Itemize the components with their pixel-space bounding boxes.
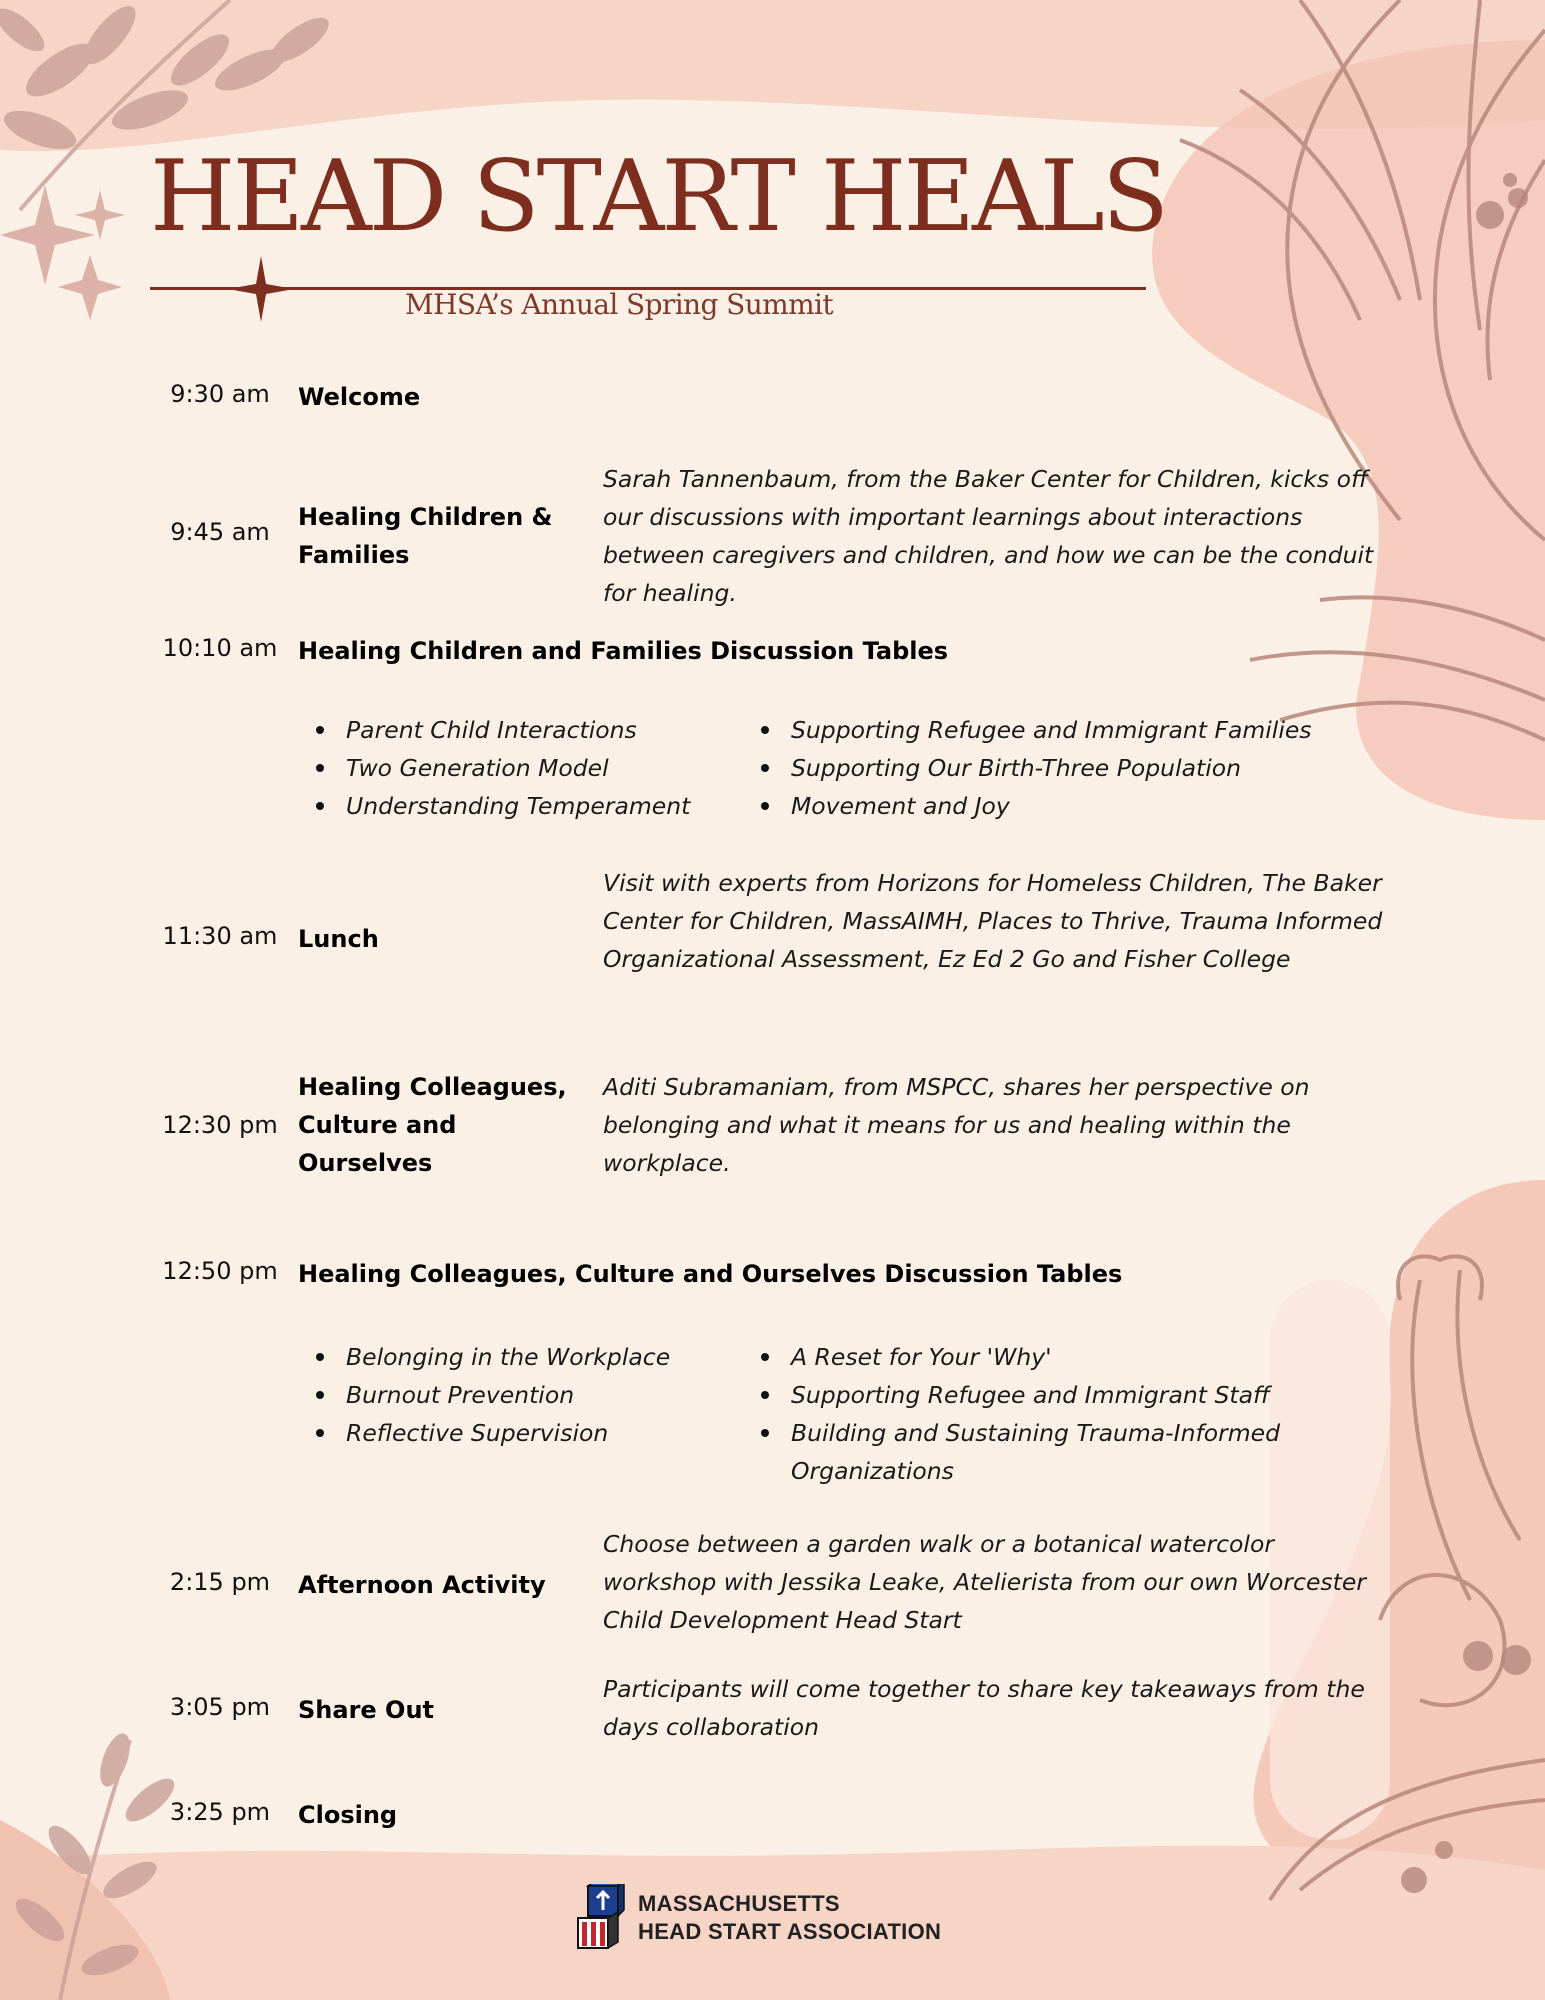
list-item: Movement and Joy bbox=[757, 787, 1317, 825]
list-item: Supporting Refugee and Immigrant Staff bbox=[757, 1376, 1317, 1414]
org-name-line2: HEAD START ASSOCIATION bbox=[638, 1919, 942, 1944]
session-time: 2:15 pm bbox=[169, 1568, 271, 1596]
topic-list-left bbox=[312, 711, 732, 825]
topic-list-left bbox=[312, 1338, 732, 1452]
session-time: 12:30 pm bbox=[162, 1111, 278, 1139]
topic-list-right bbox=[757, 711, 1317, 825]
list-item: Belonging in the Workplace bbox=[312, 1338, 732, 1376]
session-time: 9:45 am bbox=[170, 518, 270, 546]
session-time: 3:25 pm bbox=[169, 1798, 271, 1826]
session-title: Afternoon Activity bbox=[298, 1571, 546, 1599]
head-start-blocks-logo bbox=[574, 1884, 630, 1952]
session-title: Share Out bbox=[298, 1696, 434, 1724]
list-item: Two Generation Model bbox=[312, 749, 732, 787]
list-item: Building and Sustaining Trauma-Informed Organizations bbox=[757, 1414, 1317, 1490]
session-title: Healing Colleagues, Culture and Ourselves bbox=[298, 1073, 567, 1177]
session-time: 11:30 am bbox=[162, 922, 278, 950]
session-time: 10:10 am bbox=[162, 634, 278, 662]
session-time: 9:30 am bbox=[170, 380, 270, 408]
list-item: Understanding Temperament bbox=[312, 787, 732, 825]
session-title: Healing Colleagues, Culture and Ourselves Discussion Tables bbox=[298, 1260, 1123, 1288]
list-item: A Reset for Your 'Why' bbox=[757, 1338, 1317, 1376]
list-item: Burnout Prevention bbox=[312, 1376, 732, 1414]
session-time: 12:50 pm bbox=[162, 1257, 278, 1285]
session-title: Welcome bbox=[298, 383, 421, 411]
org-logo bbox=[574, 1884, 994, 1954]
session-title: Closing bbox=[298, 1801, 398, 1829]
list-item: Supporting Refugee and Immigrant Families bbox=[757, 711, 1317, 749]
list-item: Parent Child Interactions bbox=[312, 711, 732, 749]
session-title: Healing Children & Families bbox=[298, 503, 553, 569]
session-title: Lunch bbox=[298, 925, 379, 953]
page-subtitle: MHSA’s Annual Spring Summit bbox=[405, 288, 834, 321]
org-name-line1: MASSACHUSETTS bbox=[638, 1891, 840, 1916]
session-description: Sarah Tannenbaum, from the Baker Center for Children, kicks off our discussions with important learnings about interactions between caregivers and children, and how we can be the conduit for healing. bbox=[603, 465, 1374, 607]
list-item: Supporting Our Birth-Three Population bbox=[757, 749, 1317, 787]
org-name bbox=[638, 1890, 941, 1946]
session-description: Participants will come together to share key takeaways from the days collaboration bbox=[603, 1675, 1365, 1741]
session-title: Healing Children and Families Discussion Tables bbox=[298, 637, 949, 665]
page-title: HEAD START HEALS bbox=[150, 140, 1166, 254]
sparkle-icon bbox=[228, 256, 294, 322]
list-item: Reflective Supervision bbox=[312, 1414, 732, 1452]
session-description: Choose between a garden walk or a botanical watercolor workshop with Jessika Leake, Atelierista from our own Worcester Child Development Head Start bbox=[603, 1530, 1366, 1634]
session-description: Visit with experts from Horizons for Homeless Children, The Baker Center for Children, MassAIMH, Places to Thrive, Trauma Informed Organizational Assessment, Ez Ed 2 Go and Fisher College bbox=[603, 869, 1383, 973]
session-description: Aditi Subramaniam, from MSPCC, shares her perspective on belonging and what it means for us and healing within the workplace. bbox=[603, 1073, 1310, 1177]
session-time: 3:05 pm bbox=[169, 1693, 271, 1721]
topic-list-right bbox=[757, 1338, 1317, 1490]
